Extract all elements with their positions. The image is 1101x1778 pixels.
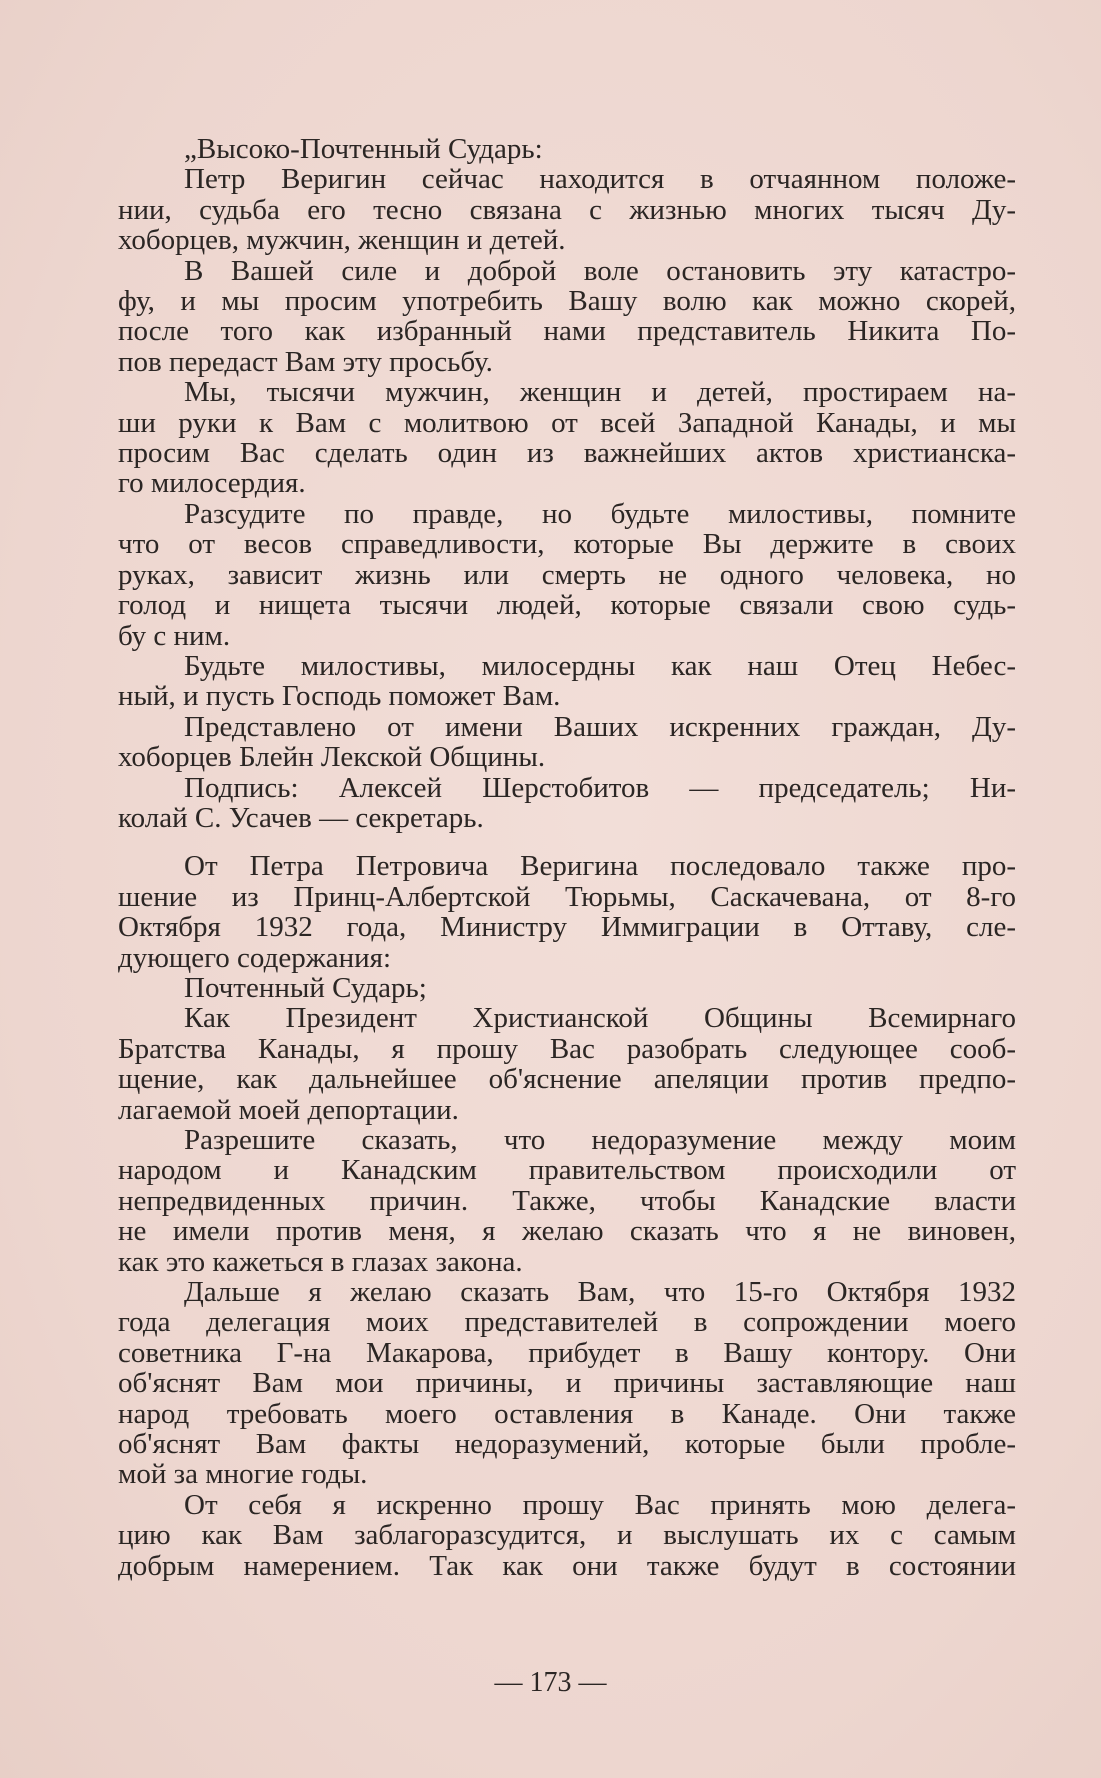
text-line: добрым намерением. Так как они также будут в состоянии: [118, 1549, 1016, 1582]
text-line: В Вашей силе и доброй воле остановить эту катастро-: [184, 254, 1016, 287]
text-line: От Петра Петровича Веригина последовало также про-: [184, 850, 1016, 883]
text-line: об'яснят Вам факты недоразумений, которые были пробле-: [118, 1428, 1016, 1461]
text-line: Представлено от имени Ваших искренних граждан, Ду-: [184, 710, 1016, 743]
text-line: Будьте милостивы, милосердны как наш Отец Небес-: [184, 649, 1016, 682]
text-line: руках, зависит жизнь или смерть не одного человека, но: [118, 558, 1016, 591]
text-line: шение из Принц-Албертской Тюрьмы, Саскачевана, от 8-го: [118, 880, 1016, 913]
text-line: хоборцев Блейн Лекской Общины.: [118, 741, 546, 774]
text-line: дующего содержания:: [118, 941, 392, 974]
text-line: об'яснят Вам мои причины, и причины заставляющие наш: [118, 1367, 1016, 1400]
text-line: ши руки к Вам с молитвою от всей Западной Канады, и мы: [118, 406, 1016, 439]
paragraph: [118, 973, 1016, 1003]
text-line: не имели против меня, я желаю сказать что я не виновен,: [118, 1215, 1016, 1248]
page-number: — 173 —: [494, 1667, 607, 1698]
paragraph: [118, 851, 1016, 973]
text-line: голод и нищета тысячи людей, которые связали свою судь-: [118, 589, 1016, 622]
paragraph: [118, 499, 1016, 651]
paragraph: [118, 134, 1016, 164]
text-line: Дальше я желаю сказать Вам, что 15-го Октября 1932: [184, 1276, 1016, 1309]
text-line: просим Вас сделать один из важнейших актов христианска-: [118, 437, 1016, 470]
text-line: щение, как дальнейшее об'яснение апеляции против предпо-: [118, 1063, 1016, 1096]
text-line: Мы, тысячи мужчин, женщин и детей, простираем на-: [184, 376, 1016, 409]
text-line: цию как Вам заблагоразсудится, и выслушать их с самым: [118, 1519, 1016, 1552]
text-line: Разсудите по правде, но будьте милостивы, помните: [184, 497, 1016, 530]
text-line: как это кажеться в глазах закона.: [118, 1245, 523, 1278]
text-line: года делегация моих представителей в сопрождении моего: [118, 1306, 1016, 1339]
text-line: мой за многие годы.: [118, 1458, 368, 1491]
text-line: ный, и пусть Господь поможет Вам.: [118, 680, 561, 713]
text-line: Петр Веригин сейчас находится в отчаянном положе-: [184, 163, 1016, 196]
text-line: народом и Канадским правительством происходили от: [118, 1154, 1016, 1187]
text-line: советника Г-на Макарова, прибудет в Вашу контору. Они: [118, 1336, 1016, 1369]
text-line: „Высоко-Почтенный Сударь:: [184, 133, 543, 165]
paragraph: [118, 377, 1016, 499]
page-body-text: [118, 134, 1016, 1581]
paragraph: [118, 1490, 1016, 1581]
text-line: От себя я искренно прошу Вас принять мою делега-: [184, 1488, 1016, 1521]
paragraph: [118, 1277, 1016, 1490]
text-line: нии, судьба его тесно связана с жизнью многих тысяч Ду-: [118, 193, 1016, 226]
text-line: лагаемой моей депортации.: [118, 1093, 459, 1126]
paragraph: [118, 651, 1016, 712]
text-line: непредвиденных причин. Также, чтобы Канадские власти: [118, 1184, 1016, 1217]
paragraph: [118, 1003, 1016, 1125]
paragraph: [118, 712, 1016, 773]
paragraph: [118, 164, 1016, 255]
text-line: хоборцев, мужчин, женщин и детей.: [118, 224, 566, 257]
paragraph: [118, 1125, 1016, 1277]
text-line: бу с ним.: [118, 619, 231, 652]
text-line: Подпись: Алексей Шерстобитов — председатель; Ни-: [184, 771, 1016, 804]
text-line: Братства Канады, я прошу Вас разобрать следующее сооб-: [118, 1032, 1016, 1065]
text-line: Разрешите сказать, что недоразумение между моим: [184, 1124, 1016, 1156]
text-line: Почтенный Сударь;: [184, 971, 427, 1004]
text-line: пов передаст Вам эту просьбу.: [118, 345, 493, 378]
text-line: фу, и мы просим употребить Вашу волю как можно скорей,: [118, 285, 1016, 318]
text-line: го милосердия.: [118, 467, 306, 500]
text-line: что от весов справедливости, которые Вы держите в своих: [118, 528, 1016, 561]
text-line: колай С. Усачев — секретарь.: [118, 801, 484, 834]
paragraph: [118, 256, 1016, 378]
paragraph: [118, 773, 1016, 834]
text-line: Как Президент Христианской Общины Всемирнаго: [184, 1002, 1016, 1035]
text-line: после того как избранный нами представитель Никита По-: [118, 315, 1016, 348]
text-line: Октября 1932 года, Министру Иммиграции в Оттаву, сле-: [118, 911, 1016, 944]
text-line: народ требовать моего оставления в Канаде. Они также: [118, 1397, 1016, 1430]
